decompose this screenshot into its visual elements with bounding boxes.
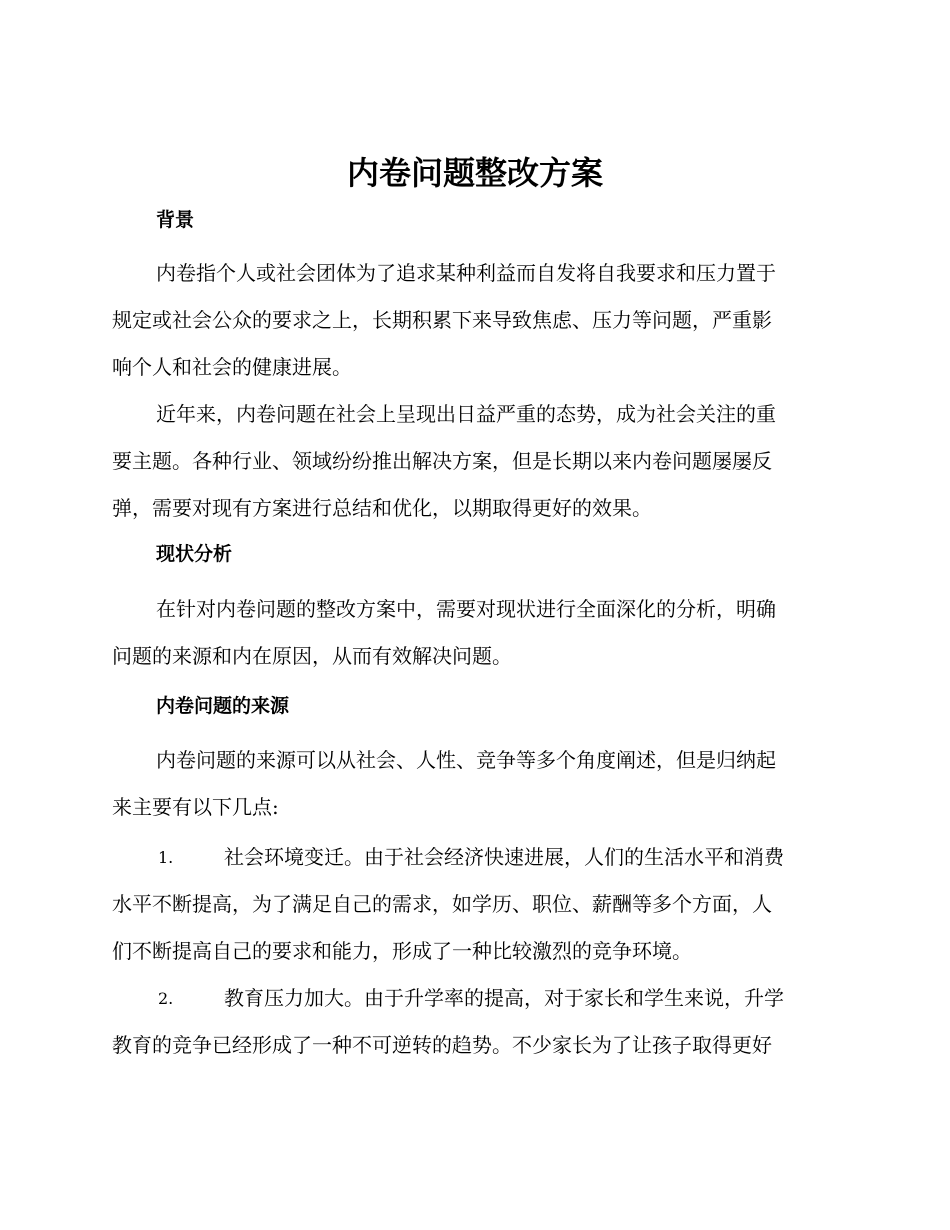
section-heading-sources: 内卷问题的来源 <box>156 695 290 717</box>
paragraph-line: 弹，需要对现有方案进行总结和优化，以期取得更好的效果。 <box>112 496 652 520</box>
list-item-line: 教育压力加大。由于升学率的提高，对于家长和学生来说，升学 <box>224 986 784 1010</box>
list-item-line: 社会环境变迁。由于社会经济快速进展，人们的生活水平和消费 <box>224 845 784 869</box>
paragraph-line: 在针对内卷问题的整改方案中，需要对现状进行全面深化的分析，明确 <box>156 597 776 621</box>
list-item-line: 教育的竞争已经形成了一种不可逆转的趋势。不少家长为了让孩子取得更好 <box>112 1033 772 1057</box>
paragraph-line: 规定或社会公众的要求之上，长期积累下来导致焦虑、压力等问题，严重影 <box>112 308 772 332</box>
paragraph-line: 近年来，内卷问题在社会上呈现出日益严重的态势，成为社会关注的重 <box>156 402 776 426</box>
section-heading-analysis: 现状分析 <box>156 543 233 565</box>
paragraph-line: 要主题。各种行业、领域纷纷推出解决方案，但是长期以来内卷问题屡屡反 <box>112 449 772 473</box>
paragraph-line: 内卷问题的来源可以从社会、人性、竞争等多个角度阐述，但是归纳起 <box>156 748 776 772</box>
section-heading-background: 背景 <box>156 209 195 231</box>
list-item-line: 水平不断提高，为了满足自己的需求，如学历、职位、薪酬等多个方面，人 <box>112 892 772 916</box>
paragraph-sources-1 <box>112 737 838 831</box>
paragraph-analysis-1 <box>112 586 838 680</box>
paragraph-line: 响个人和社会的健康进展。 <box>112 355 352 379</box>
numbered-list-item <box>112 975 838 1069</box>
paragraph-line: 来主要有以下几点: <box>112 795 279 819</box>
paragraph-background-2 <box>112 391 838 532</box>
document-title: 内卷问题整改方案 <box>346 154 603 192</box>
list-item-number: 2. <box>158 989 174 1008</box>
list-item-line: 们不断提高自己的要求和能力，形成了一种比较激烈的竞争环境。 <box>112 939 692 963</box>
paragraph-background-1 <box>112 250 838 391</box>
paragraph-line: 问题的来源和内在原因，从而有效解决问题。 <box>112 644 512 668</box>
numbered-list-item <box>112 834 838 975</box>
list-item-number: 1. <box>158 848 174 867</box>
paragraph-line: 内卷指个人或社会团体为了追求某种利益而自发将自我要求和压力置于 <box>156 261 776 285</box>
